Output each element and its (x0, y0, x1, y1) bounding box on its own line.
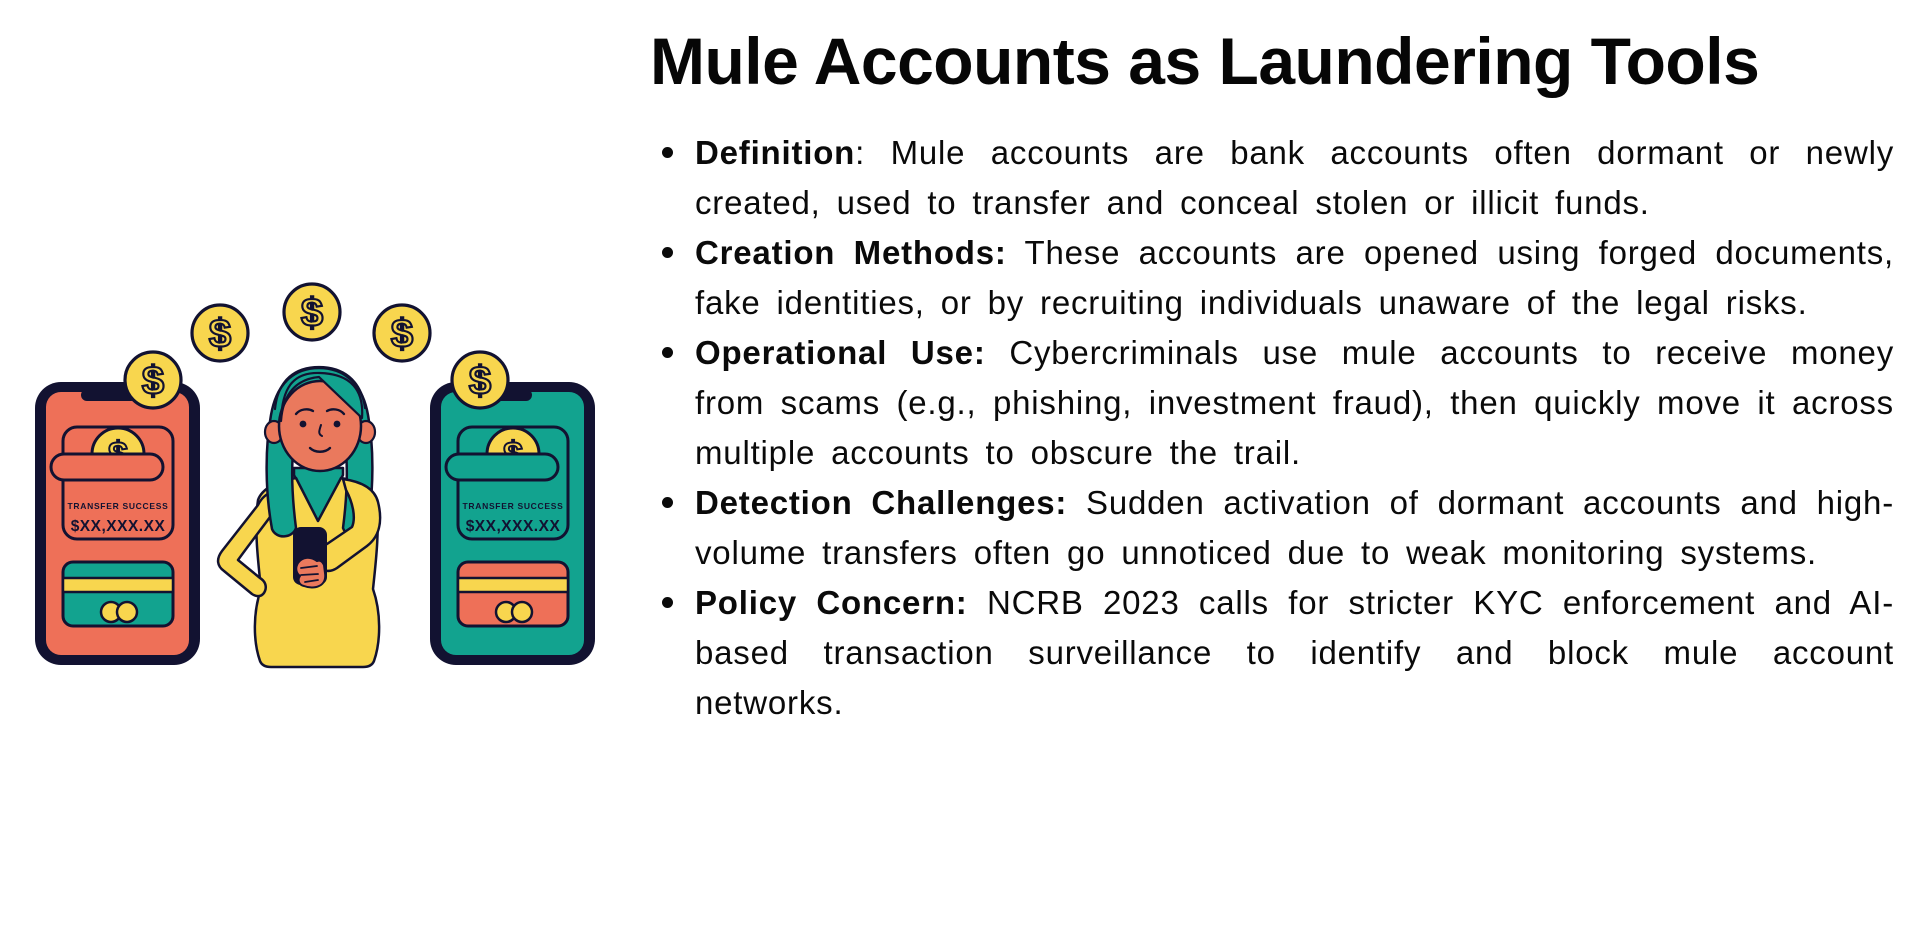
phone-left (35, 382, 200, 665)
bullet-separator (1007, 234, 1025, 271)
list-item (650, 478, 1894, 578)
slide-text-column (650, 24, 1894, 728)
dollar-coin-icon (452, 352, 508, 408)
eye (300, 421, 307, 428)
card-stripe (458, 578, 568, 592)
dollar-coin-icon (125, 352, 181, 408)
bullet-text: NCRB 2023 calls for stricter KYC enforcement and AI-based transaction surveillance to identify and block mule account networks. (695, 584, 1894, 721)
dollar-sign-icon: $ (208, 312, 232, 356)
page-title: Mule Accounts as Laundering Tools (650, 24, 1760, 98)
bullet-separator (986, 334, 1010, 371)
bullet-label: Creation Methods: (695, 234, 1007, 271)
list-item (650, 328, 1894, 478)
transfer-status-text: TRANSFER SUCCESS (462, 501, 564, 511)
list-item (650, 128, 1894, 228)
dollar-sign-icon: $ (468, 359, 492, 403)
bullet-label: Policy Concern: (695, 584, 968, 621)
bullet-label: Definition (695, 134, 856, 171)
card-logo-circle (117, 602, 137, 622)
money-mule-illustration (25, 275, 605, 675)
card-stripe (63, 578, 173, 592)
woman-figure (218, 367, 380, 667)
hand (296, 558, 325, 588)
eye (334, 421, 341, 428)
transfer-amount-text: $XX,XXX.XX (70, 518, 166, 535)
dollar-coin-icon (374, 305, 430, 361)
transfer-status-text: TRANSFER SUCCESS (67, 501, 169, 511)
bullet-text: These accounts are opened using forged documents, fake identities, or by recruiting individuals unaware of the legal risks. (695, 234, 1894, 321)
dollar-sign-icon: $ (141, 359, 165, 403)
coin-slot (51, 454, 163, 480)
list-item (650, 578, 1894, 728)
dollar-sign-icon: $ (300, 291, 324, 335)
coin-slot (446, 454, 558, 480)
dollar-coin-icon (284, 284, 340, 340)
phone-right (430, 382, 595, 665)
dollar-coin-icon (192, 305, 248, 361)
bullet-label: Detection Challenges: (695, 484, 1068, 521)
bullet-separator (1067, 484, 1086, 521)
list-item (650, 228, 1894, 328)
transfer-amount-text: $XX,XXX.XX (465, 518, 561, 535)
card-logo-circle (512, 602, 532, 622)
bullet-separator: : (855, 134, 891, 171)
bullet-label: Operational Use: (695, 334, 986, 371)
bullet-list (650, 128, 1894, 728)
bullet-separator (968, 584, 987, 621)
bullet-text: Mule accounts are bank accounts often dormant or newly created, used to transfer and conceal stolen or illicit funds. (695, 134, 1895, 221)
mule-accounts-illustration (25, 275, 605, 675)
bullet-text: Cybercriminals use mule accounts to receive money from scams (e.g., phishing, investment fraud), then quickly move it across multiple accounts to obscure the trail. (695, 334, 1894, 471)
bullet-text: Sudden activation of dormant accounts and high-volume transfers often go unnoticed due to weak monitoring systems. (695, 484, 1894, 571)
dollar-sign-icon: $ (390, 312, 414, 356)
